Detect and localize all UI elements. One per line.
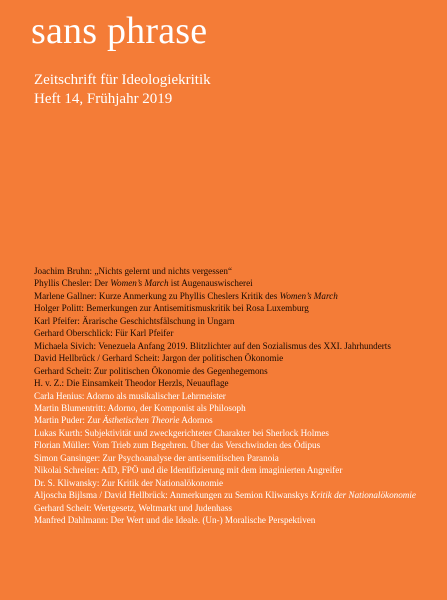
magazine-subtitle	[34, 71, 211, 109]
toc-entry-text: H. v. Z.: Die Einsamkeit Theodor Herzls, Neuauflage	[34, 378, 229, 389]
toc-entry-text: Martin Blumentritt: Adorno, der Komponist als Philosoph	[34, 402, 246, 413]
toc-entry-text: Nikolai Schreiter: AfD, FPÖ und die Identifizierung mit dem imaginierten Angreifer	[34, 465, 343, 476]
toc-entry-text: Aljoscha Bijlsma / David Hellbrück: Anmerkungen zu Semion Kliwanskys	[34, 490, 311, 501]
toc-entry-text: Carla Henius: Adorno als musikalischer Lehrmeister	[34, 390, 226, 401]
toc-entry	[34, 340, 439, 352]
toc-entry	[34, 489, 439, 501]
toc-entry	[34, 290, 439, 302]
toc-entry-text: Florian Müller: Vom Trieb zum Begehren. Über das Verschwinden des Ödipus	[34, 440, 321, 451]
toc-entry	[34, 352, 439, 364]
toc-entry	[34, 414, 439, 426]
toc-entry-text: Martin Puder: Zur	[34, 415, 103, 426]
toc-entry	[34, 315, 439, 327]
toc-entry-italic-text: Kritik der Nationalökonomie	[310, 490, 416, 501]
toc-entry-text: Holger Politt: Bemerkungen zur Antisemitismuskritik bei Rosa Luxemburg	[34, 303, 309, 314]
toc-entry-text: Gerhard Scheit: Wertgesetz, Weltmarkt und Judenhass	[34, 502, 232, 513]
toc-entry-text: Gerhard Oberschlick: Für Karl Pfeifer	[34, 328, 174, 339]
toc-entry-text: Simon Gansinger: Zur Psychoanalyse der antisemitischen Paranoia	[34, 452, 279, 463]
toc-entry-text: Marlene Gallner: Kurze Anmerkung zu Phyllis Cheslers Kritik des	[34, 290, 280, 301]
toc-entry-text: David Hellbrück / Gerhard Scheit: Jargon der politischen Ökonomie	[34, 353, 284, 364]
toc-entry	[34, 502, 439, 514]
toc-entry	[34, 327, 439, 339]
toc-entry-text: Karl Pfeifer: Ärarische Geschichtsfälschung in Ungarn	[34, 315, 235, 326]
toc-entry	[34, 427, 439, 439]
toc-entry	[34, 452, 439, 464]
toc-entry	[34, 477, 439, 489]
toc-entry-text: ist Augenauswischerei	[168, 278, 253, 289]
toc-entry-italic-text: Women’s March	[110, 278, 169, 289]
toc-entry	[34, 402, 439, 414]
toc-entry	[34, 265, 439, 277]
toc-entry	[34, 277, 439, 289]
toc-entry-text: Michaela Sivich: Venezuela Anfang 2019. Blitzlichter auf den Sozialismus des XXI. Jahrhunderts	[34, 340, 391, 351]
toc-entry-text: Dr. S. Kliwansky: Zur Kritik der Nationalökonomie	[34, 477, 224, 488]
toc-entry-text: Adornos	[179, 415, 213, 426]
toc-entry-italic-text: Women’s March	[279, 290, 338, 301]
toc-entry-text: Manfred Dahlmann: Der Wert und die Ideale. (Un-) Moralische Perspektiven	[34, 515, 316, 526]
toc-entry-text: Gerhard Scheit: Zur politischen Ökonomie des Gegenhegemons	[34, 365, 268, 376]
toc-entry	[34, 365, 439, 377]
toc-entry	[34, 377, 439, 389]
magazine-title: sans phrase	[31, 10, 208, 52]
toc-entry-text: Phyllis Chesler: Der	[34, 278, 111, 289]
toc-entry	[34, 390, 439, 402]
toc-entry-italic-text: Ästhetischen Theorie	[102, 415, 180, 426]
toc-entry	[34, 439, 439, 451]
toc-entry	[34, 514, 439, 526]
toc-entry-text: Joachim Bruhn: „Nichts gelernt und nichts vergessen“	[34, 266, 233, 276]
table-of-contents	[34, 265, 439, 527]
toc-entry-text: Lukas Kurth: Subjektivität und zweckgerichteter Charakter bei Sherlock Holmes	[34, 427, 329, 438]
toc-entry	[34, 302, 439, 314]
magazine-tagline: Zeitschrift für Ideologiekritik	[34, 72, 211, 88]
toc-entry	[34, 464, 439, 476]
issue-info: Heft 14, Frühjahr 2019	[34, 91, 173, 108]
